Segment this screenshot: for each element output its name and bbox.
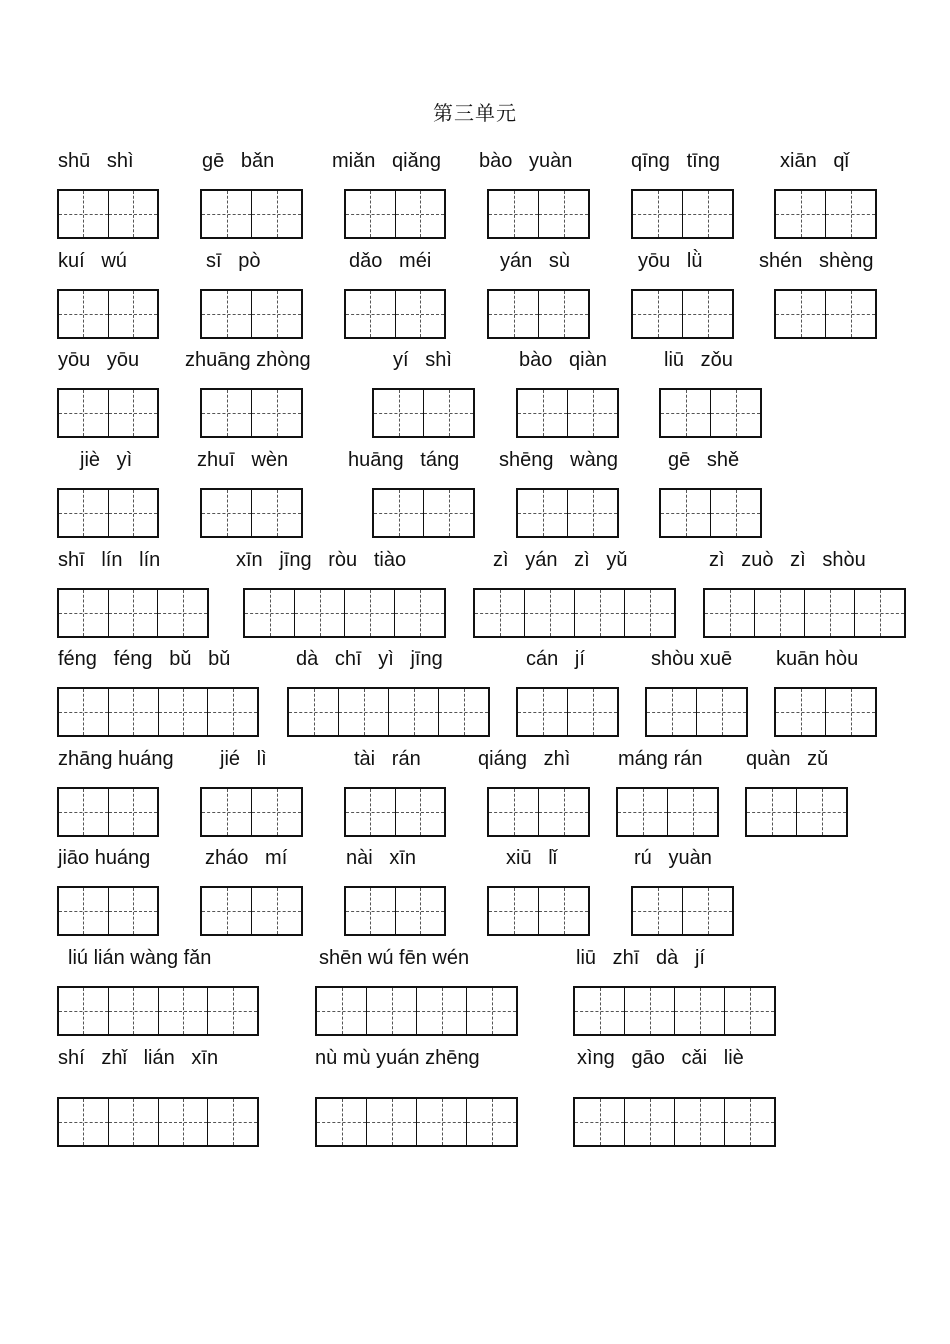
char-cell[interactable] — [109, 689, 159, 735]
char-cell[interactable] — [202, 888, 252, 934]
writing-box[interactable] — [631, 189, 734, 239]
pinyin-label: qīng tīng — [631, 150, 720, 172]
writing-box[interactable] — [703, 588, 906, 638]
char-cell[interactable] — [776, 191, 826, 237]
writing-box[interactable] — [200, 488, 303, 538]
writing-box[interactable] — [631, 289, 734, 339]
char-cell[interactable] — [158, 590, 207, 636]
char-cell[interactable] — [568, 490, 617, 536]
writing-box[interactable] — [344, 289, 446, 339]
char-cell[interactable] — [855, 590, 904, 636]
char-cell[interactable] — [675, 988, 725, 1034]
writing-box[interactable] — [616, 787, 719, 837]
char-cell[interactable] — [625, 1099, 675, 1145]
char-cell[interactable] — [568, 390, 617, 436]
pinyin-label: shū shì — [58, 150, 134, 172]
writing-box[interactable] — [200, 886, 303, 936]
char-cell[interactable] — [245, 590, 295, 636]
char-cell[interactable] — [711, 490, 760, 536]
char-cell[interactable] — [826, 291, 875, 337]
writing-box[interactable] — [243, 588, 446, 638]
char-cell[interactable] — [252, 191, 301, 237]
char-cell[interactable] — [109, 1099, 159, 1145]
pinyin-label: zháo mí — [205, 847, 288, 869]
char-cell[interactable] — [202, 191, 252, 237]
char-cell[interactable] — [518, 390, 568, 436]
pinyin-label: cán jí — [526, 648, 585, 670]
char-cell[interactable] — [575, 590, 625, 636]
char-cell[interactable] — [367, 988, 417, 1034]
char-cell[interactable] — [109, 888, 158, 934]
char-cell[interactable] — [59, 789, 109, 835]
pinyin-label: nù mù yuán zhēng — [315, 1047, 480, 1069]
writing-box[interactable] — [473, 588, 676, 638]
writing-box[interactable] — [200, 787, 303, 837]
pinyin-label: jiè yì — [80, 449, 133, 471]
pinyin-label: nài xīn — [346, 847, 417, 869]
pinyin-label: xiān qǐ — [780, 150, 849, 172]
char-cell[interactable] — [208, 1099, 257, 1145]
char-cell[interactable] — [202, 789, 252, 835]
char-cell[interactable] — [725, 1099, 774, 1145]
writing-box[interactable] — [573, 1097, 776, 1147]
char-cell[interactable] — [374, 490, 424, 536]
char-cell[interactable] — [109, 390, 158, 436]
pinyin-label: shén shèng — [759, 250, 874, 272]
char-cell[interactable] — [683, 191, 732, 237]
writing-box[interactable] — [487, 189, 590, 239]
pinyin-label: shēn wú fēn wén — [319, 947, 470, 969]
char-cell[interactable] — [59, 590, 109, 636]
writing-box[interactable] — [57, 1097, 259, 1147]
pinyin-label: shòu xuē — [651, 648, 733, 670]
writing-box[interactable] — [315, 986, 518, 1036]
char-cell[interactable] — [439, 689, 488, 735]
writing-box[interactable] — [487, 787, 590, 837]
char-cell[interactable] — [625, 590, 674, 636]
char-cell[interactable] — [395, 590, 444, 636]
writing-box[interactable] — [631, 886, 734, 936]
char-cell[interactable] — [633, 291, 683, 337]
char-cell[interactable] — [396, 291, 445, 337]
char-cell[interactable] — [518, 490, 568, 536]
pinyin-label: shí zhǐ lián xīn — [58, 1047, 219, 1069]
char-cell[interactable] — [202, 291, 252, 337]
char-cell[interactable] — [109, 191, 158, 237]
pinyin-label: liū zǒu — [664, 349, 733, 371]
pinyin-label: gē bǎn — [202, 150, 275, 172]
char-cell[interactable] — [339, 689, 389, 735]
char-cell[interactable] — [202, 490, 252, 536]
page-title: 第三单元 — [433, 101, 517, 125]
char-cell[interactable] — [661, 390, 711, 436]
pinyin-label: yōu lǜ — [638, 250, 703, 272]
char-cell[interactable] — [424, 390, 473, 436]
pinyin-label: xìng gāo cǎi liè — [577, 1047, 744, 1069]
writing-box[interactable] — [344, 787, 446, 837]
char-cell[interactable] — [109, 291, 158, 337]
char-cell[interactable] — [805, 590, 855, 636]
pinyin-label: dǎo méi — [349, 250, 432, 272]
char-cell[interactable] — [647, 689, 697, 735]
char-cell[interactable] — [668, 789, 717, 835]
writing-box[interactable] — [344, 886, 446, 936]
char-cell[interactable] — [346, 191, 396, 237]
pinyin-label: shēng wàng — [499, 449, 618, 471]
pinyin-label: xīn jīng ròu tiào — [236, 549, 407, 571]
char-cell[interactable] — [711, 390, 760, 436]
char-cell[interactable] — [159, 988, 209, 1034]
char-cell[interactable] — [109, 490, 158, 536]
char-cell[interactable] — [109, 590, 159, 636]
writing-box[interactable] — [344, 189, 446, 239]
char-cell[interactable] — [797, 789, 846, 835]
char-cell[interactable] — [252, 789, 301, 835]
char-cell[interactable] — [424, 490, 473, 536]
pinyin-label: liú lián wàng fǎn — [68, 947, 212, 969]
pinyin-label: kuí wú — [58, 250, 127, 272]
pinyin-label: jiāo huáng — [58, 847, 151, 869]
char-cell[interactable] — [568, 689, 617, 735]
writing-box[interactable] — [745, 787, 848, 837]
pinyin-label: kuān hòu — [776, 648, 859, 670]
pinyin-label: zhuī wèn — [197, 449, 289, 471]
char-cell[interactable] — [208, 689, 257, 735]
char-cell[interactable] — [295, 590, 345, 636]
writing-box[interactable] — [659, 488, 762, 538]
char-cell[interactable] — [59, 490, 109, 536]
char-cell[interactable] — [159, 1099, 209, 1145]
char-cell[interactable] — [826, 689, 875, 735]
pinyin-label: yōu yōu — [58, 349, 140, 371]
writing-box[interactable] — [372, 388, 475, 438]
char-cell[interactable] — [252, 490, 301, 536]
char-cell[interactable] — [396, 888, 445, 934]
writing-box[interactable] — [774, 189, 877, 239]
pinyin-label: liū zhī dà jí — [576, 947, 705, 969]
char-cell[interactable] — [518, 689, 568, 735]
char-cell[interactable] — [109, 988, 159, 1034]
char-cell[interactable] — [208, 988, 257, 1034]
char-cell[interactable] — [346, 789, 396, 835]
char-cell[interactable] — [539, 789, 588, 835]
writing-box[interactable] — [57, 787, 159, 837]
writing-box[interactable] — [57, 488, 159, 538]
writing-box[interactable] — [57, 886, 159, 936]
char-cell[interactable] — [417, 988, 467, 1034]
char-cell[interactable] — [575, 988, 625, 1034]
pinyin-label: yán sù — [500, 250, 571, 272]
char-cell[interactable] — [317, 1099, 367, 1145]
char-cell[interactable] — [705, 590, 755, 636]
pinyin-label: shī lín lín — [58, 549, 161, 571]
char-cell[interactable] — [59, 988, 109, 1034]
pinyin-label: yí shì — [393, 349, 452, 371]
pinyin-label: féng féng bǔ bǔ — [58, 648, 231, 670]
char-cell[interactable] — [396, 789, 445, 835]
char-cell[interactable] — [675, 1099, 725, 1145]
pinyin-label: bào qiàn — [519, 349, 607, 371]
char-cell[interactable] — [202, 390, 252, 436]
pinyin-label: zì yán zì yǔ — [493, 549, 628, 571]
char-cell[interactable] — [489, 191, 539, 237]
char-cell[interactable] — [59, 191, 109, 237]
pinyin-label: sī pò — [206, 250, 261, 272]
char-cell[interactable] — [575, 1099, 625, 1145]
writing-box[interactable] — [287, 687, 490, 737]
pinyin-label: huāng táng — [348, 449, 460, 471]
writing-box[interactable] — [200, 289, 303, 339]
writing-box[interactable] — [487, 886, 590, 936]
char-cell[interactable] — [467, 1099, 516, 1145]
char-cell[interactable] — [539, 191, 588, 237]
char-cell[interactable] — [525, 590, 575, 636]
char-cell[interactable] — [633, 191, 683, 237]
char-cell[interactable] — [317, 988, 367, 1034]
writing-box[interactable] — [774, 687, 877, 737]
char-cell[interactable] — [345, 590, 395, 636]
writing-box[interactable] — [57, 189, 159, 239]
writing-box[interactable] — [645, 687, 748, 737]
writing-box[interactable] — [57, 588, 209, 638]
pinyin-label: rú yuàn — [634, 847, 712, 869]
pinyin-label: zhuāng zhòng — [185, 349, 311, 371]
char-cell[interactable] — [467, 988, 516, 1034]
char-cell[interactable] — [661, 490, 711, 536]
char-cell[interactable] — [389, 689, 439, 735]
char-cell[interactable] — [826, 191, 875, 237]
writing-box[interactable] — [573, 986, 776, 1036]
writing-box[interactable] — [487, 289, 590, 339]
writing-box[interactable] — [57, 687, 259, 737]
writing-box[interactable] — [200, 189, 303, 239]
char-cell[interactable] — [539, 888, 588, 934]
writing-box[interactable] — [315, 1097, 518, 1147]
writing-box[interactable] — [516, 687, 619, 737]
char-cell[interactable] — [396, 191, 445, 237]
writing-box[interactable] — [57, 388, 159, 438]
pinyin-label: tài rán — [354, 748, 421, 770]
pinyin-label: zhāng huáng — [58, 748, 174, 770]
pinyin-label: qiáng zhì — [478, 748, 571, 770]
writing-box[interactable] — [774, 289, 877, 339]
char-cell[interactable] — [625, 988, 675, 1034]
char-cell[interactable] — [776, 689, 826, 735]
char-cell[interactable] — [289, 689, 339, 735]
char-cell[interactable] — [346, 888, 396, 934]
pinyin-label: xiū lǐ — [506, 847, 558, 869]
char-cell[interactable] — [59, 291, 109, 337]
char-cell[interactable] — [252, 390, 301, 436]
char-cell[interactable] — [346, 291, 396, 337]
char-cell[interactable] — [109, 789, 158, 835]
char-cell[interactable] — [683, 888, 732, 934]
char-cell[interactable] — [475, 590, 525, 636]
pinyin-label: zì zuò zì shòu — [709, 549, 866, 571]
char-cell[interactable] — [489, 789, 539, 835]
pinyin-label: miǎn qiǎng — [332, 150, 441, 172]
char-cell[interactable] — [252, 291, 301, 337]
pinyin-label: máng rán — [618, 748, 703, 770]
char-cell[interactable] — [59, 689, 109, 735]
writing-box[interactable] — [516, 488, 619, 538]
char-cell[interactable] — [59, 1099, 109, 1145]
writing-box[interactable] — [57, 289, 159, 339]
char-cell[interactable] — [776, 291, 826, 337]
pinyin-label: dà chī yì jīng — [296, 648, 443, 670]
char-cell[interactable] — [374, 390, 424, 436]
char-cell[interactable] — [159, 689, 209, 735]
char-cell[interactable] — [539, 291, 588, 337]
char-cell[interactable] — [59, 390, 109, 436]
pinyin-label: bào yuàn — [479, 150, 573, 172]
writing-box[interactable] — [57, 986, 259, 1036]
writing-box[interactable] — [200, 388, 303, 438]
char-cell[interactable] — [367, 1099, 417, 1145]
char-cell[interactable] — [618, 789, 668, 835]
pinyin-label: gē shě — [668, 449, 740, 471]
char-cell[interactable] — [417, 1099, 467, 1145]
char-cell[interactable] — [725, 988, 774, 1034]
writing-box[interactable] — [372, 488, 475, 538]
char-cell[interactable] — [697, 689, 746, 735]
char-cell[interactable] — [633, 888, 683, 934]
char-cell[interactable] — [683, 291, 732, 337]
pinyin-label: jié lì — [220, 748, 267, 770]
char-cell[interactable] — [489, 888, 539, 934]
char-cell[interactable] — [252, 888, 301, 934]
writing-box[interactable] — [516, 388, 619, 438]
char-cell[interactable] — [59, 888, 109, 934]
char-cell[interactable] — [755, 590, 805, 636]
pinyin-label: quàn zǔ — [746, 748, 829, 770]
writing-box[interactable] — [659, 388, 762, 438]
char-cell[interactable] — [489, 291, 539, 337]
char-cell[interactable] — [747, 789, 797, 835]
